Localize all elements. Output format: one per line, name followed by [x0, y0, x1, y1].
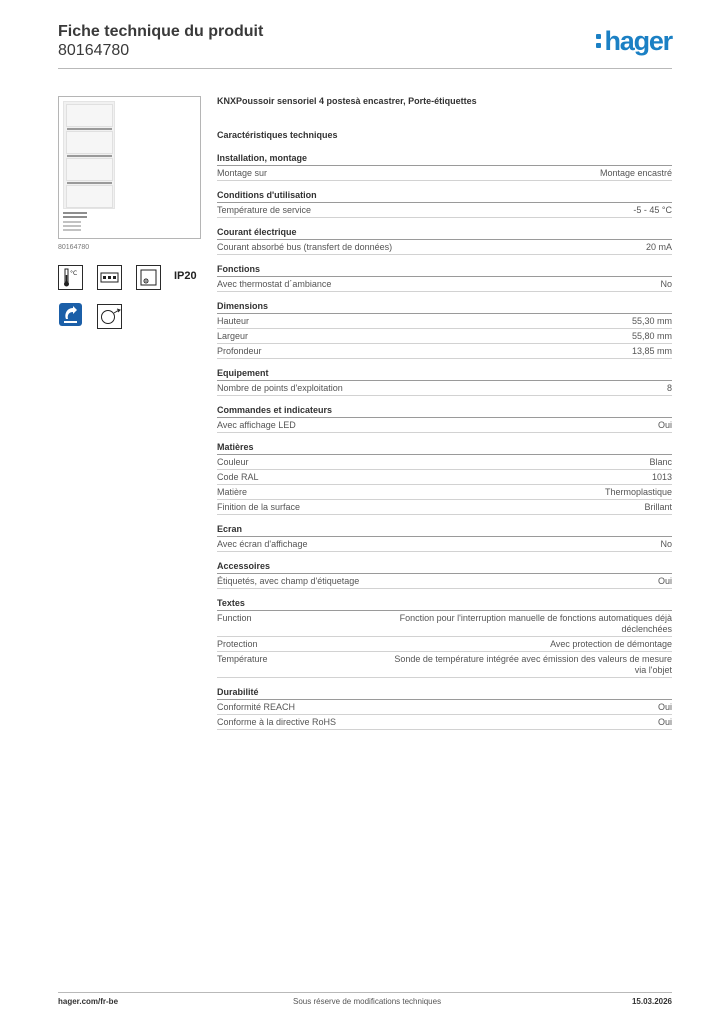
- spec-label: Code RAL: [217, 472, 259, 482]
- spec-value: Fonction pour l'interruption manuelle de fonctions automatiques déjà déclenchées: [399, 613, 672, 634]
- spec-label: Conforme à la directive RoHS: [217, 717, 337, 727]
- spec-value: 55,80 mm: [631, 331, 672, 341]
- spec-value: 20 mA: [645, 242, 672, 252]
- spec-groups: [217, 153, 672, 730]
- spec-group: [217, 301, 672, 359]
- spec-value: 8: [666, 383, 672, 393]
- spec-label: Avec thermostat d´ambiance: [217, 279, 332, 289]
- spec-value: No: [660, 279, 672, 289]
- weee-icon: [58, 302, 83, 327]
- spec-group: [217, 227, 672, 255]
- spec-label: Nombre de points d'exploitation: [217, 383, 343, 393]
- spec-value: Oui: [657, 717, 672, 727]
- spec-group-title: Courant électrique: [217, 227, 672, 240]
- logo-text: hager: [604, 26, 672, 56]
- spec-label: Étiquetés, avec champ d'étiquetage: [217, 576, 360, 586]
- spec-label: Finition de la surface: [217, 502, 301, 512]
- spec-label: Couleur: [217, 457, 249, 467]
- spec-heading: Caractéristiques techniques: [217, 130, 338, 140]
- spec-row: [217, 240, 672, 255]
- spec-row: [217, 700, 672, 715]
- spec-group: [217, 524, 672, 552]
- ip20-badge: IP20: [174, 270, 197, 282]
- logo-colon-mark: [596, 34, 601, 48]
- spec-row: [217, 329, 672, 344]
- spec-value: Blanc: [649, 457, 672, 467]
- spec-label: Avec écran d'affichage: [217, 539, 308, 549]
- spec-row: [217, 652, 672, 678]
- spec-value: Sonde de température intégrée avec émission des valeurs de mesure via l'objet: [394, 654, 672, 675]
- label-strip: [63, 212, 87, 214]
- spec-table: [217, 130, 672, 739]
- thermometer-icon: [58, 265, 83, 290]
- spec-label: Profondeur: [217, 346, 262, 356]
- spec-group: [217, 405, 672, 433]
- spec-group-title: Installation, montage: [217, 153, 672, 166]
- spec-group: [217, 190, 672, 218]
- spec-row: [217, 537, 672, 552]
- spec-label: Avec affichage LED: [217, 420, 296, 430]
- spec-label: Température de service: [217, 205, 312, 215]
- spec-row: [217, 166, 672, 181]
- spec-row: [217, 381, 672, 396]
- spec-label: Courant absorbé bus (transfert de données): [217, 242, 393, 252]
- spec-group-title: Fonctions: [217, 264, 672, 277]
- label-strip: [63, 221, 81, 223]
- spec-value: Montage encastré: [599, 168, 672, 178]
- spec-label: Conformité REACH: [217, 702, 296, 712]
- spec-value: 1013: [651, 472, 672, 482]
- image-caption: 80164780: [58, 244, 90, 251]
- spec-group-title: Commandes et indicateurs: [217, 405, 672, 418]
- product-number: 80164780: [58, 42, 130, 59]
- spec-label: Protection: [217, 639, 258, 649]
- footer-website-link[interactable]: hager.com/fr-be: [58, 997, 119, 1006]
- hager-logo[interactable]: [596, 28, 672, 54]
- spec-row: [217, 277, 672, 292]
- label-strip: [63, 229, 81, 231]
- spec-group: [217, 264, 672, 292]
- spec-group: [217, 368, 672, 396]
- spec-group: [217, 153, 672, 181]
- spec-row: [217, 314, 672, 329]
- spec-value: Oui: [657, 420, 672, 430]
- spec-label: Température: [217, 654, 268, 664]
- page-title: Fiche technique du produit: [58, 23, 264, 40]
- header-divider: [58, 68, 672, 69]
- footer-divider: [58, 992, 672, 993]
- spec-label: Largeur: [217, 331, 249, 341]
- spec-value: 55,30 mm: [631, 316, 672, 326]
- spec-group-title: Accessoires: [217, 561, 672, 574]
- footer-notice: Sous réserve de modifications techniques: [293, 997, 442, 1006]
- spec-label: Function: [217, 613, 252, 623]
- spec-row: [217, 574, 672, 589]
- spec-label: Hauteur: [217, 316, 250, 326]
- display-icon: [97, 265, 122, 290]
- label-strip: [63, 216, 87, 218]
- spec-row: [217, 637, 672, 652]
- spec-group-title: Ecran: [217, 524, 672, 537]
- spec-row: [217, 485, 672, 500]
- spec-row: [217, 611, 672, 637]
- spec-group: [217, 598, 672, 678]
- spec-row: [217, 418, 672, 433]
- spec-value: Avec protection de démontage: [550, 639, 672, 649]
- spec-row: [217, 203, 672, 218]
- spec-group-title: Equipement: [217, 368, 672, 381]
- spec-value: No: [660, 539, 672, 549]
- product-name: KNXPoussoir sensoriel 4 postesà encastrer, Porte-étiquettes: [217, 96, 477, 106]
- spec-row: [217, 715, 672, 730]
- spec-group-title: Dimensions: [217, 301, 672, 314]
- svg-text:°C: °C: [70, 270, 78, 277]
- product-image: [58, 96, 201, 239]
- spec-value: Brillant: [644, 502, 672, 512]
- spec-label: Montage sur: [217, 168, 268, 178]
- spec-value: Oui: [657, 576, 672, 586]
- spec-row: [217, 344, 672, 359]
- spec-value: -5 - 45 °C: [633, 205, 672, 215]
- lamp-icon: [97, 304, 122, 329]
- spec-row: [217, 500, 672, 515]
- sensor-icon: [136, 265, 161, 290]
- spec-group: [217, 687, 672, 730]
- spec-group-title: Conditions d'utilisation: [217, 190, 672, 203]
- spec-group-title: Matières: [217, 442, 672, 455]
- label-strip: [63, 225, 81, 227]
- spec-row: [217, 470, 672, 485]
- spec-group: [217, 442, 672, 515]
- footer-date: 15.03.2026: [631, 997, 672, 1006]
- spec-group-title: Textes: [217, 598, 672, 611]
- spec-value: Oui: [657, 702, 672, 712]
- spec-group-title: Durabilité: [217, 687, 672, 700]
- spec-label: Matière: [217, 487, 248, 497]
- spec-group: [217, 561, 672, 589]
- spec-value: Thermoplastique: [604, 487, 672, 497]
- page-header: [58, 22, 672, 68]
- spec-row: [217, 455, 672, 470]
- push-button-device-image: [63, 101, 115, 209]
- spec-value: 13,85 mm: [631, 346, 672, 356]
